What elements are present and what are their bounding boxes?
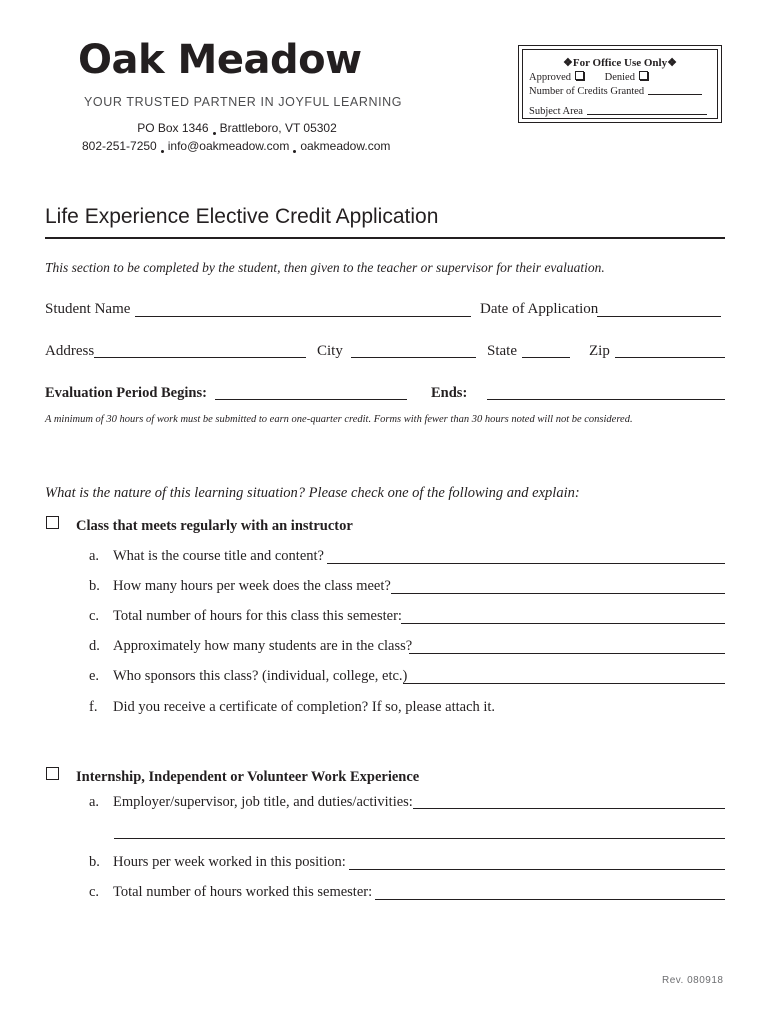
class-instructor-checkbox[interactable] (46, 516, 59, 529)
internship-volunteer-checkbox[interactable] (46, 767, 59, 780)
city-label: City (317, 343, 343, 359)
item-text: Total number of hours worked this semester: (113, 884, 373, 900)
item-letter: b. (89, 578, 100, 594)
zip-field[interactable] (615, 357, 725, 358)
item-letter: e. (89, 668, 100, 684)
evaluation-ends-field[interactable] (487, 399, 725, 400)
list-item (89, 794, 413, 811)
website: oakmeadow.com (300, 139, 391, 153)
separator-dot-icon (161, 150, 164, 153)
approved-label: Approved (529, 72, 571, 83)
item-text: How many hours per week does the class meet? (113, 578, 391, 594)
item-text: Hours per week worked in this position: (113, 854, 346, 870)
approval-row (529, 71, 648, 83)
tagline: YOUR TRUSTED PARTNER IN JOYFUL LEARNING (84, 95, 403, 109)
list-item (89, 668, 407, 685)
evaluation-begins-field[interactable] (215, 399, 407, 400)
list-item (89, 548, 324, 565)
revision-number: Rev. 080918 (662, 975, 724, 986)
mailing-address (0, 121, 474, 135)
item-letter: d. (89, 638, 100, 654)
list-item (89, 699, 495, 716)
evaluation-ends-label: Ends: (431, 385, 468, 401)
minimum-hours-note: A minimum of 30 hours of work must be submitted to earn one-quarter credit. Forms with fewer than 30 hours noted will not be considered. (45, 414, 633, 425)
hours-per-week-field[interactable] (391, 593, 725, 594)
approved-checkbox[interactable] (575, 71, 584, 80)
list-item (89, 608, 402, 625)
sponsor-field[interactable] (403, 683, 725, 684)
item-text: Did you receive a certificate of completion? If so, please attach it. (113, 699, 496, 715)
item-letter: a. (89, 794, 100, 810)
total-hours-class-field[interactable] (401, 623, 725, 624)
student-name-field[interactable] (135, 316, 471, 317)
date-of-application-label: Date of Application (480, 301, 599, 317)
student-name-label: Student Name (45, 301, 131, 317)
credits-row (529, 85, 702, 97)
employer-duties-continued-field[interactable] (114, 838, 725, 839)
office-use-inner-border (522, 49, 718, 119)
evaluation-begins-label: Evaluation Period Begins: (45, 385, 207, 401)
item-text: What is the course title and content? (113, 548, 324, 564)
item-letter: c. (89, 608, 100, 624)
denied-label: Denied (604, 72, 635, 83)
office-use-title: ❖For Office Use Only❖ (563, 57, 677, 69)
separator-dot-icon (213, 132, 216, 135)
office-use-box (518, 45, 722, 123)
item-text: Employer/supervisor, job title, and duties/activities: (113, 794, 413, 810)
item-text: Approximately how many students are in the class? (113, 638, 413, 654)
item-letter: a. (89, 548, 100, 564)
city-field[interactable] (351, 357, 476, 358)
city-state-zip: Brattleboro, VT 05302 (219, 121, 337, 135)
list-item (89, 578, 391, 595)
form-title: Life Experience Elective Credit Application (45, 205, 439, 228)
item-letter: c. (89, 884, 100, 900)
separator-dot-icon (293, 150, 296, 153)
list-item (89, 638, 412, 655)
instructions: This section to be completed by the student, then given to the teacher or supervisor for their evaluation. (45, 260, 605, 275)
state-label: State (487, 343, 517, 359)
denied-checkbox[interactable] (639, 71, 648, 80)
list-item (89, 854, 346, 871)
course-title-field[interactable] (327, 563, 725, 564)
title-divider (45, 237, 725, 239)
subject-row (529, 105, 707, 117)
address-label: Address (45, 343, 95, 359)
subject-area-label: Subject Area (529, 106, 583, 117)
oak-meadow-logo: Oak Meadow (78, 37, 362, 83)
learning-situation-question: What is the nature of this learning situation? Please check one of the following and explain: (45, 485, 580, 501)
total-hours-worked-field[interactable] (375, 899, 725, 900)
item-text: Total number of hours for this class this semester: (113, 608, 402, 624)
zip-label: Zip (589, 343, 610, 359)
list-item (89, 884, 372, 901)
hours-per-week-worked-field[interactable] (349, 869, 725, 870)
item-letter: b. (89, 854, 100, 870)
section-internship-title: Internship, Independent or Volunteer Work Experience (76, 769, 420, 785)
section-class-title: Class that meets regularly with an instructor (76, 518, 353, 534)
subject-area-field[interactable] (587, 105, 707, 115)
po-box: PO Box 1346 (137, 121, 209, 135)
date-of-application-field[interactable] (597, 316, 721, 317)
contact-info (82, 139, 390, 153)
address-field[interactable] (94, 357, 306, 358)
phone: 802-251-7250 (82, 139, 157, 153)
credits-granted-field[interactable] (648, 85, 702, 95)
item-text: Who sponsors this class? (individual, college, etc.) (113, 668, 408, 684)
state-field[interactable] (522, 357, 570, 358)
employer-duties-field[interactable] (413, 808, 725, 809)
item-letter: f. (89, 699, 98, 715)
email: info@oakmeadow.com (167, 139, 290, 153)
number-of-students-field[interactable] (409, 653, 725, 654)
credits-granted-label: Number of Credits Granted (529, 86, 645, 97)
